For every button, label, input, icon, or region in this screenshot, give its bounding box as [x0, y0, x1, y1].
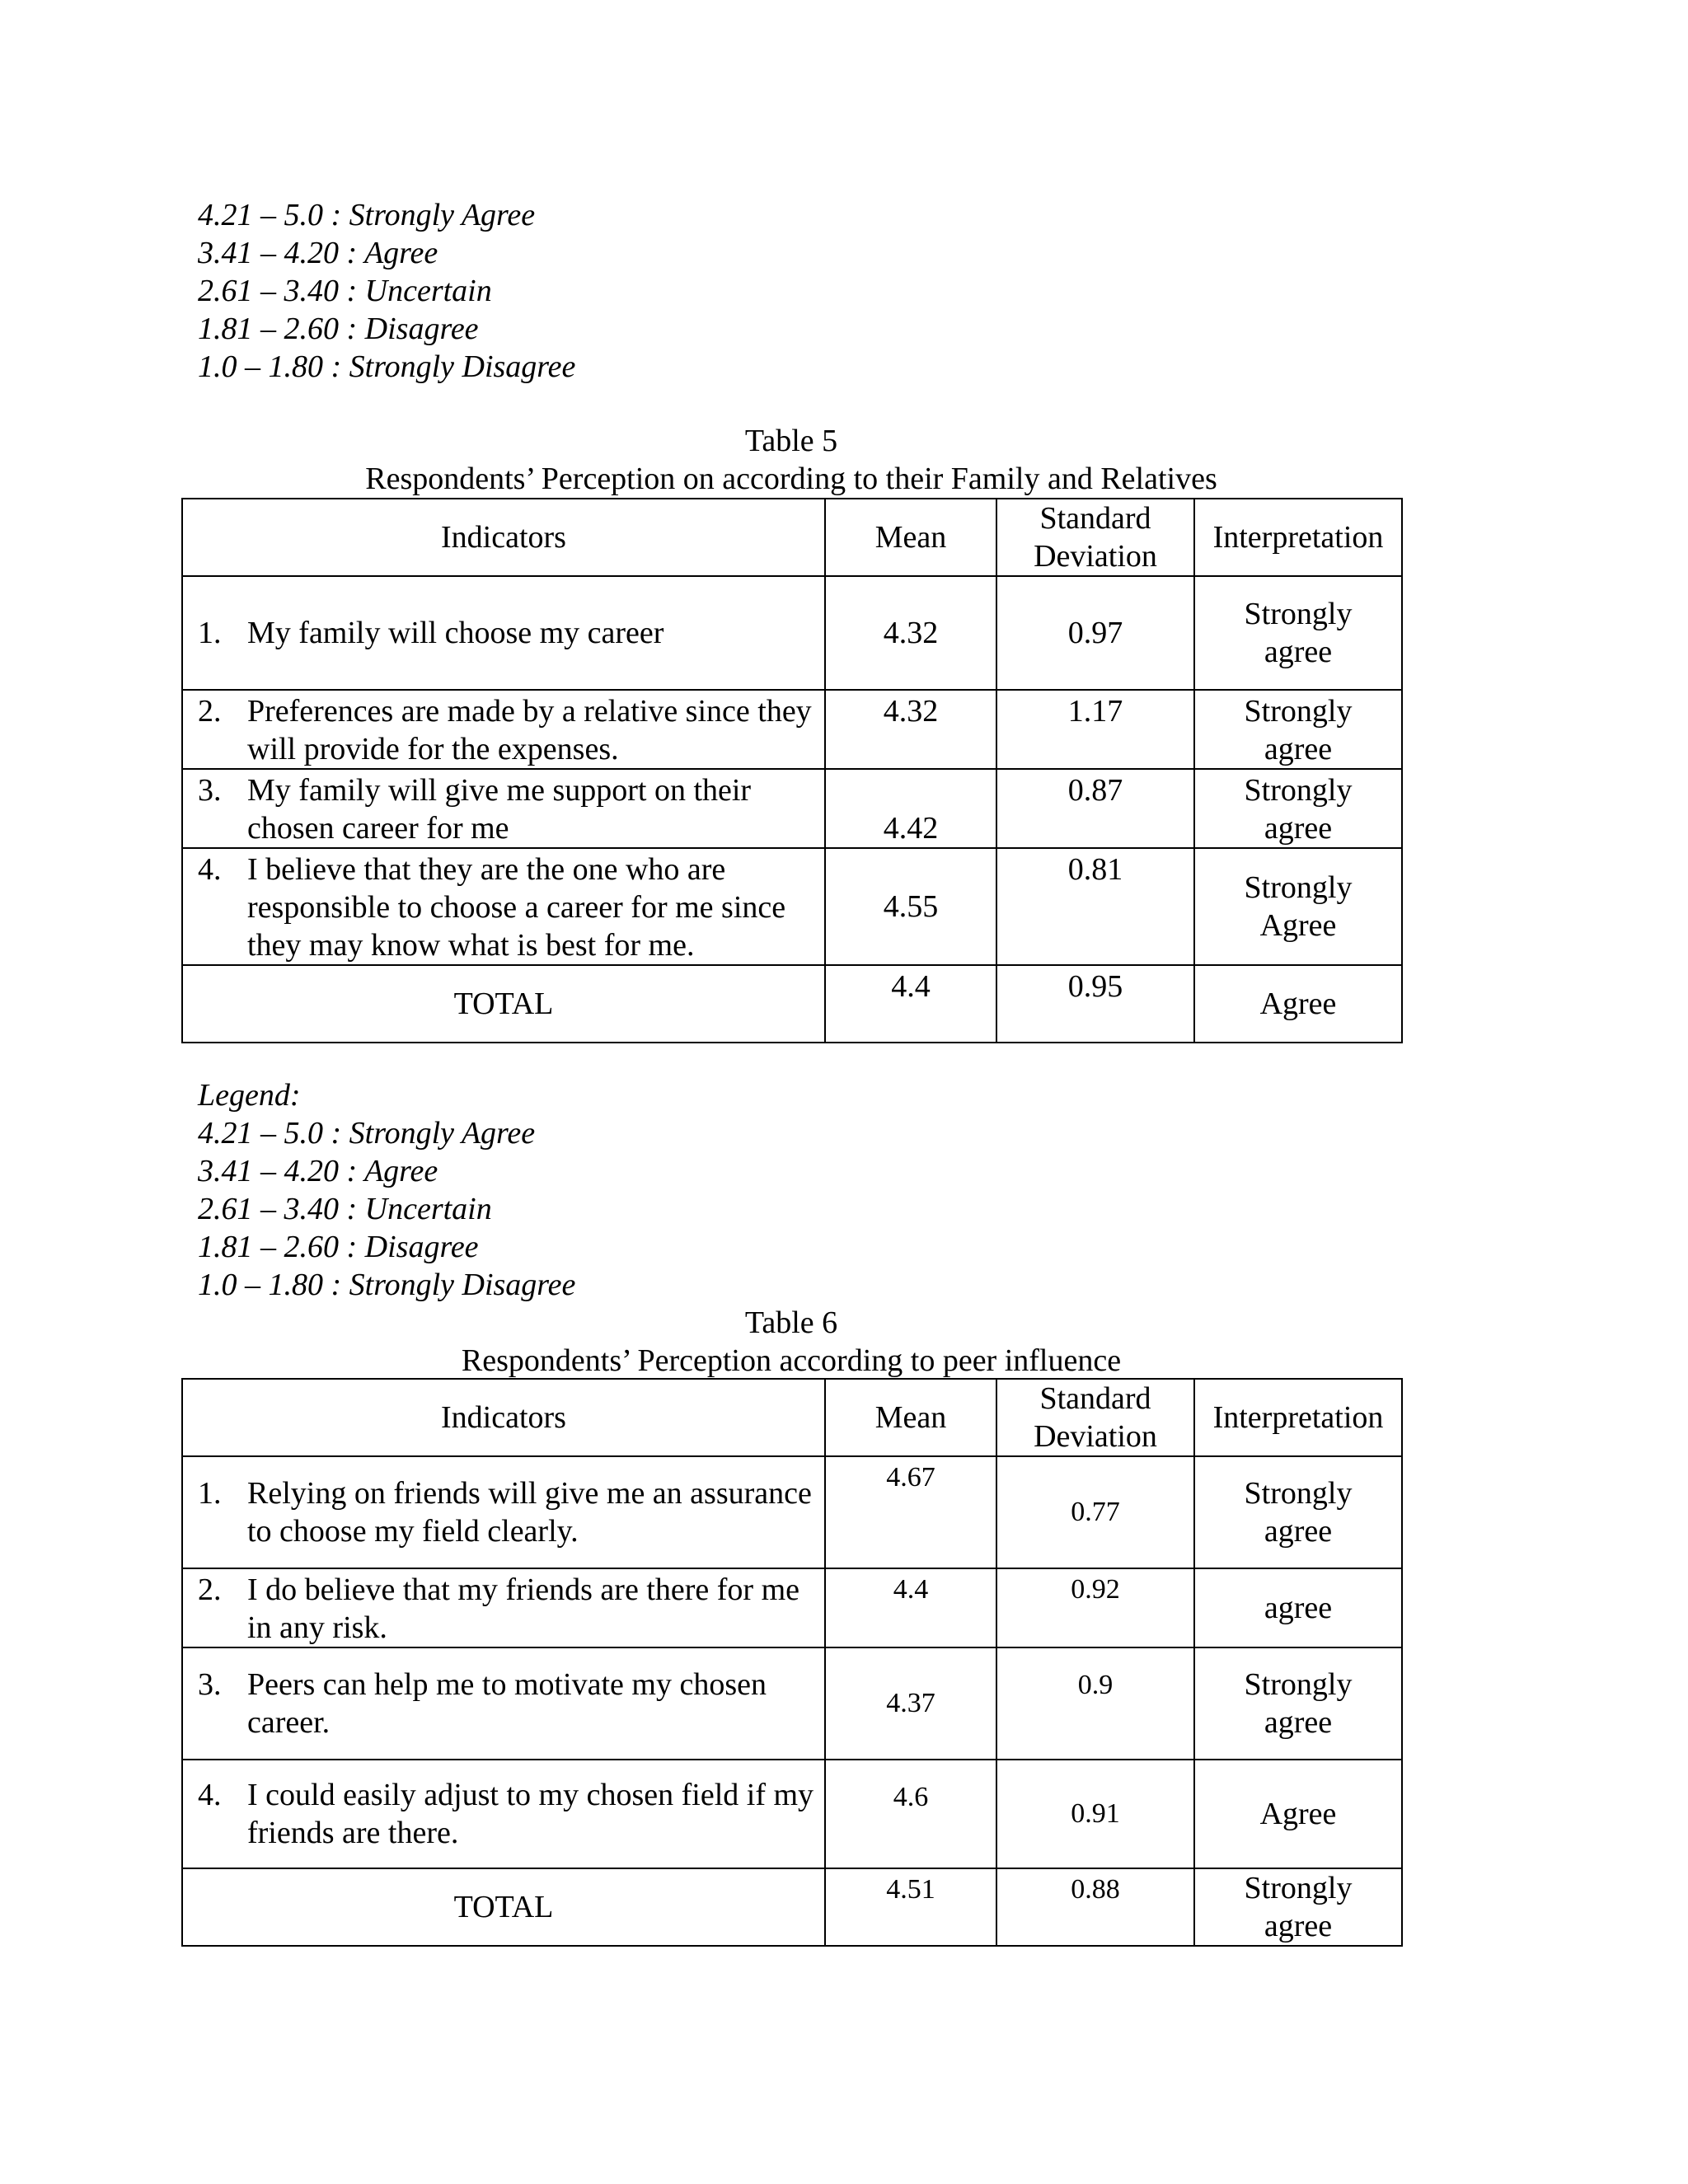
interpretation-cell: agree [1194, 1568, 1402, 1647]
mean-cell: 4.6 [825, 1760, 996, 1868]
sd-cell: 0.9 [996, 1647, 1194, 1760]
table-row [182, 848, 1402, 965]
table5-total-row [182, 965, 1402, 1043]
legend-bottom [198, 1076, 575, 1304]
header-indicators: Indicators [182, 1379, 825, 1456]
mean-cell: 4.55 [825, 848, 996, 965]
header-interpretation: Interpretation [1194, 1379, 1402, 1456]
interpretation-cell: Strongly Agree [1194, 848, 1402, 965]
total-label: TOTAL [182, 965, 825, 1043]
table6-title: Respondents’ Perception according to peer influence [461, 1343, 1122, 1378]
legend-item: 1.81 – 2.60 : Disagree [198, 312, 479, 346]
indicator-cell: 2. Preferences are made by a relative since they will provide for the expenses. [182, 690, 825, 769]
sd-cell: 0.77 [996, 1456, 1194, 1568]
table6-caption [181, 1304, 1401, 1380]
mean-cell: 4.42 [825, 769, 996, 848]
table5-title: Respondents’ Perception on according to their Family and Relatives [365, 462, 1217, 496]
interpretation-cell: Strongly agree [1194, 769, 1402, 848]
interpretation-cell: Agree [1194, 1760, 1402, 1868]
table5-label: Table 5 [744, 424, 838, 458]
indicator-cell: 4. I could easily adjust to my chosen field if my friends are there. [182, 1760, 825, 1868]
header-interpretation: Interpretation [1194, 499, 1402, 576]
interpretation-cell: Strongly agree [1194, 1647, 1402, 1760]
interpretation-cell: Strongly agree [1194, 1456, 1402, 1568]
legend-item: 2.61 – 3.40 : Uncertain [198, 274, 492, 308]
legend-title: Legend: [198, 1078, 301, 1113]
sd-cell: 0.92 [996, 1568, 1194, 1647]
indicator-cell: 2. I do believe that my friends are there for me in any risk. [182, 1568, 825, 1647]
legend-item: 1.0 – 1.80 : Strongly Disagree [198, 1268, 576, 1302]
sd-cell: 0.87 [996, 769, 1194, 848]
mean-cell: 4.67 [825, 1456, 996, 1568]
mean-cell: 4.4 [825, 1568, 996, 1647]
table6 [181, 1378, 1403, 1947]
legend-item: 4.21 – 5.0 : Strongly Agree [198, 1116, 536, 1151]
table5-header-row [182, 499, 1402, 576]
header-mean: Mean [825, 499, 996, 576]
mean-cell: 4.32 [825, 576, 996, 690]
indicator-cell: 1. Relying on friends will give me an assurance to choose my field clearly. [182, 1456, 825, 1568]
legend-top [198, 196, 575, 386]
total-interpretation: Agree [1194, 965, 1402, 1043]
total-label: TOTAL [182, 1868, 825, 1946]
total-interpretation: Strongly agree [1194, 1868, 1402, 1946]
indicator-cell: 4. I believe that they are the one who are responsible to choose a career for me since they may know what is best for me. [182, 848, 825, 965]
legend-item: 1.81 – 2.60 : Disagree [198, 1230, 479, 1264]
total-mean: 4.51 [825, 1868, 996, 1946]
table5 [181, 498, 1403, 1043]
table6-total-row [182, 1868, 1402, 1946]
total-sd: 0.88 [996, 1868, 1194, 1946]
header-sd: Standard Deviation [996, 1379, 1194, 1456]
interpretation-cell: Strongly agree [1194, 576, 1402, 690]
indicator-cell: 3. Peers can help me to motivate my chosen career. [182, 1647, 825, 1760]
legend-item: 1.0 – 1.80 : Strongly Disagree [198, 349, 576, 384]
legend-item: 4.21 – 5.0 : Strongly Agree [198, 198, 536, 232]
legend-item: 2.61 – 3.40 : Uncertain [198, 1192, 492, 1226]
mean-cell: 4.32 [825, 690, 996, 769]
interpretation-cell: Strongly agree [1194, 690, 1402, 769]
table6-header-row [182, 1379, 1402, 1456]
header-mean: Mean [825, 1379, 996, 1456]
table-row [182, 769, 1402, 848]
indicator-cell: 1. My family will choose my career [182, 576, 825, 690]
sd-cell: 0.91 [996, 1760, 1194, 1868]
table5-caption [181, 422, 1401, 498]
indicator-cell: 3. My family will give me support on their chosen career for me [182, 769, 825, 848]
legend-item: 3.41 – 4.20 : Agree [198, 1154, 438, 1188]
header-sd: Standard Deviation [996, 499, 1194, 576]
table-row [182, 1568, 1402, 1647]
legend-item: 3.41 – 4.20 : Agree [198, 236, 438, 270]
table-row [182, 576, 1402, 690]
table6-label: Table 6 [744, 1305, 838, 1340]
header-indicators: Indicators [182, 499, 825, 576]
sd-cell: 0.81 [996, 848, 1194, 965]
total-mean: 4.4 [825, 965, 996, 1043]
table-row [182, 690, 1402, 769]
sd-cell: 1.17 [996, 690, 1194, 769]
total-sd: 0.95 [996, 965, 1194, 1043]
sd-cell: 0.97 [996, 576, 1194, 690]
table-row [182, 1760, 1402, 1868]
table-row [182, 1456, 1402, 1568]
table-row [182, 1647, 1402, 1760]
mean-cell: 4.37 [825, 1647, 996, 1760]
